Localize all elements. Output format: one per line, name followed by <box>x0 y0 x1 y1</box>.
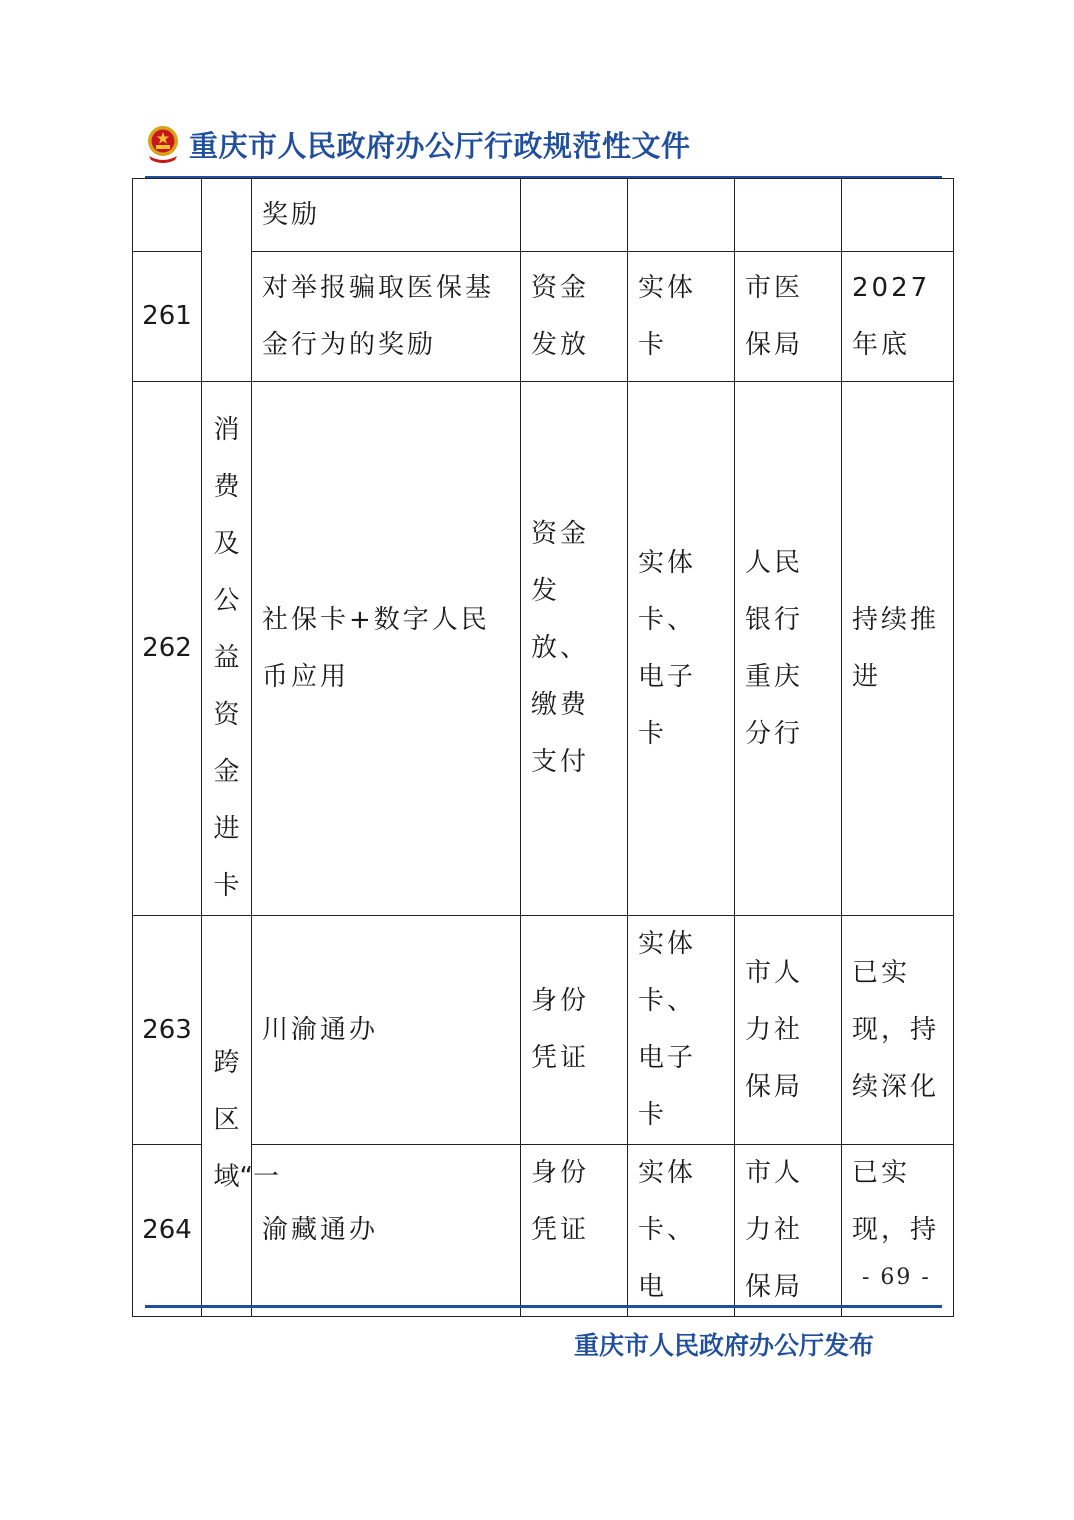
carrier-cell: 实体卡、电 <box>628 1145 735 1317</box>
time-cell: 已实现，持续深化 <box>842 916 954 1145</box>
row-number: 261 <box>133 252 202 382</box>
item-cell: 社保卡+数字人民币应用 <box>252 382 521 916</box>
method-cell <box>521 179 628 252</box>
time-cell <box>842 179 954 252</box>
dept-cell: 人民银行重庆分行 <box>735 382 842 916</box>
table-row <box>133 916 954 1145</box>
row-number: 263 <box>133 916 202 1145</box>
method-cell: 资金发放、缴费支付 <box>521 382 628 916</box>
time-cell: 已实现，持 <box>842 1145 954 1317</box>
item-cell: 渝藏通办 <box>252 1145 521 1317</box>
page-number: - 69 - <box>862 1265 931 1290</box>
category-cell <box>202 179 252 382</box>
table-row <box>133 382 954 916</box>
carrier-cell <box>628 179 735 252</box>
carrier-cell: 实体卡、电子卡 <box>628 916 735 1145</box>
national-emblem-icon <box>145 124 181 164</box>
header-title: 重庆市人民政府办公厅行政规范性文件 <box>189 128 691 163</box>
service-table <box>132 178 954 1317</box>
time-cell: 持续推进 <box>842 382 954 916</box>
row-number: 264 <box>133 1145 202 1317</box>
dept-cell <box>735 179 842 252</box>
footer-publisher: 重庆市人民政府办公厅发布 <box>574 1331 875 1360</box>
category-label: 消费及公益资金进卡 <box>213 415 240 901</box>
table-row <box>133 179 954 252</box>
document-header <box>145 120 691 168</box>
method-cell: 身份凭证 <box>521 916 628 1145</box>
dept-cell: 市医保局 <box>735 252 842 382</box>
dept-cell: 市人力社保局 <box>735 916 842 1145</box>
time-cell: 2027 年底 <box>842 252 954 382</box>
category-cell <box>202 382 252 916</box>
footer-divider <box>145 1305 942 1308</box>
row-number <box>133 179 202 252</box>
dept-cell: 市人力社保局 <box>735 1145 842 1317</box>
item-cell: 对举报骗取医保基金行为的奖励 <box>252 252 521 382</box>
category-label: 跨区域“一 <box>213 1047 279 1192</box>
carrier-cell: 实体卡 <box>628 252 735 382</box>
carrier-cell: 实体卡、电子卡 <box>628 382 735 916</box>
method-cell: 身份凭证 <box>521 1145 628 1317</box>
item-cell: 奖励 <box>252 179 521 252</box>
method-cell: 资金发放 <box>521 252 628 382</box>
item-cell: 川渝通办 <box>252 916 521 1145</box>
row-number: 262 <box>133 382 202 916</box>
category-cell <box>202 916 279 1317</box>
table-row <box>133 252 954 382</box>
